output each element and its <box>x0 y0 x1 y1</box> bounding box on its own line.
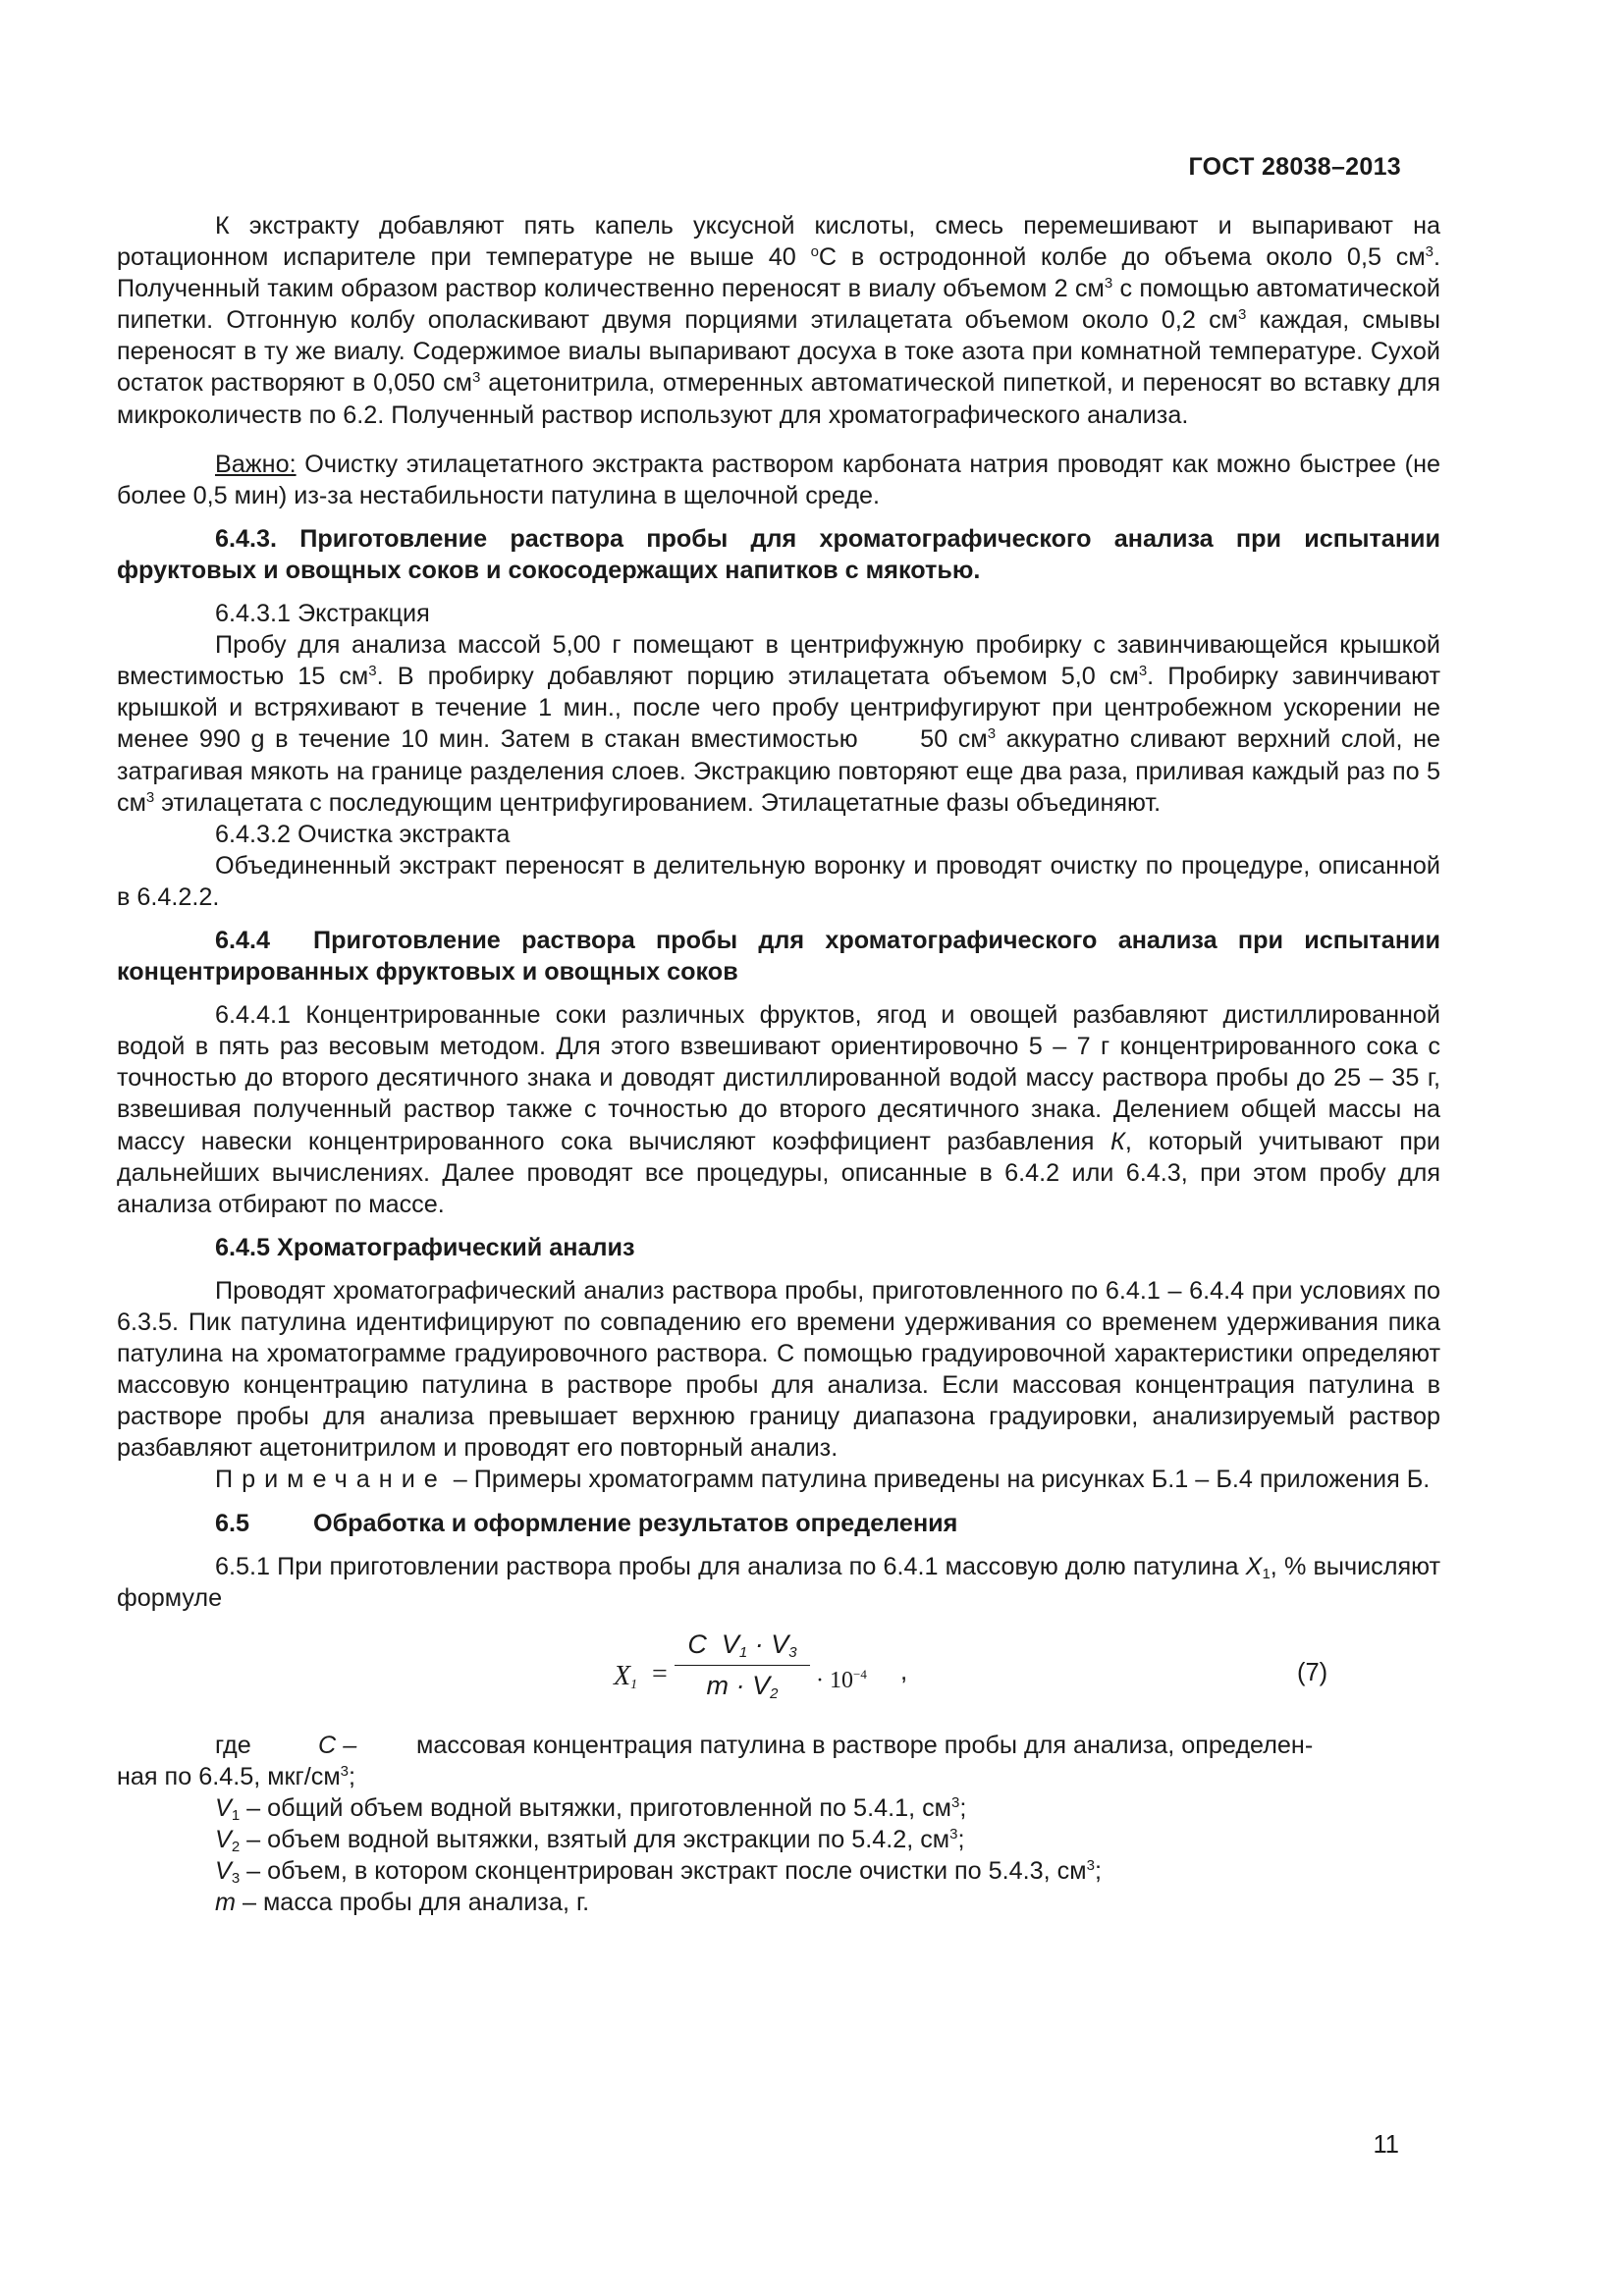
superscript-3: 3 <box>1238 306 1247 324</box>
exponent: −4 <box>853 1666 867 1682</box>
text-run: ацетонитрила, отмеренных автоматической пипеткой, и переносят во вставку для микроколичеств по 6.2. Полученный раствор используют для хроматографического анализа. <box>117 369 1440 429</box>
superscript-3: 3 <box>472 369 481 387</box>
superscript-3: 3 <box>145 788 155 806</box>
spacer <box>117 586 1440 598</box>
degree-mark: о <box>810 243 819 261</box>
subscript: 2 <box>231 1839 241 1856</box>
text-run: с помощью автоматической пипетки. Отгонную колбу ополаскивают двумя порциями этилацетата объемом около 0,2 см <box>117 275 1440 335</box>
heading-6-4-5: 6.4.5 Хроматографический анализ <box>215 1233 635 1261</box>
symbol-x: X <box>614 1660 631 1691</box>
text-run: , который учитывают при дальнейших вычислениях. Далее проводят все процедуры, описанные в 6.4.2 или 6.4.3, при этом пробу для анализа отбирают по массе. <box>117 1127 1440 1218</box>
symbol-c-definition: C – <box>318 1731 357 1759</box>
text-run: ; <box>349 1762 355 1790</box>
spacer <box>117 913 1440 925</box>
important-label: Важно: <box>215 450 297 478</box>
fraction-numerator <box>675 1626 810 1663</box>
text-run: . В пробирку добавляют порцию этилацетата объемом 5,0 см <box>376 663 1139 691</box>
superscript-3: 3 <box>949 1826 958 1843</box>
spacer <box>117 1263 1440 1275</box>
text-run: . Пробирку завинчивают крышкой и встряхивают в течение 1 мин., после чего пробу центрифугируют при центробежном ускорении не менее 990 g в течение 10 мин. Затем в стакан вместимостью 50 см <box>117 663 1447 754</box>
subheading-6-4-3-2: 6.4.3.2 Очистка экстракта <box>215 820 511 848</box>
subheading-6-4-3-1: 6.4.3.1 Экстракция <box>215 600 430 628</box>
superscript-3: 3 <box>1104 275 1113 293</box>
definition-m <box>117 1887 1440 1918</box>
superscript-3: 3 <box>1138 663 1148 680</box>
note-text: – Примеры хроматограмм патулина приведены на рисунках Б.1 – Б.4 приложения Б. <box>446 1466 1431 1494</box>
superscript-3: 3 <box>340 1762 349 1780</box>
paragraph-chromatographic-analysis: Проводят хроматографический анализ раствора пробы, приготовленного по 6.4.1 – 6.4.4 при условиях по 6.3.5. Пик патулина идентифицируют по совпадению его времени удерживания со временем удерживания пика патулина на хроматограмме градуировочного раствора. С помощью градуировочной характеристики определяют массовую концентрацию патулина в растворе пробы для анализа. Если массовая концентрация патулина в растворе пробы для анализа превышает верхнюю границу диапазона градуировки, анализируемый раствор разбавляют ацетонитрилом и проводят его повторный анализ. <box>117 1276 1440 1463</box>
spacer <box>117 511 1440 523</box>
spacer <box>117 988 1440 999</box>
section-title: Приготовление раствора пробы для хроматографического анализа при испытании концентрированных фруктовых и овощных соков <box>117 926 1440 987</box>
text-run: 6.5.1 При приготовлении раствора пробы для анализа по 6.4.1 массовую долю патулина <box>215 1552 1246 1580</box>
formula-7 <box>117 1622 1440 1730</box>
symbol-v1: V <box>215 1793 232 1822</box>
subscript: 1 <box>1262 1565 1271 1582</box>
where-word: где <box>215 1731 251 1759</box>
symbol-v1: V <box>721 1629 739 1659</box>
document-body <box>117 210 1447 1918</box>
definition-c-continuation <box>117 1761 1440 1792</box>
section-number: 6.5 <box>215 1509 250 1537</box>
symbol-m: m <box>706 1670 730 1700</box>
paragraph-evaporation <box>117 210 1440 431</box>
equals-sign: = <box>652 1658 668 1689</box>
subscript: 1 <box>630 1677 638 1692</box>
power-factor <box>816 1665 867 1696</box>
paragraph-important <box>117 449 1440 511</box>
subscript: 1 <box>738 1643 748 1661</box>
paragraph-cleanup: Объединенный экстракт переносят в делительную воронку и проводят очистку по процедуре, описанной в 6.4.2.2. <box>117 851 1440 911</box>
text-run: Пробу для анализа массой 5,00 г помещают в центрифужную пробирку с завинчивающейся крышкой вместимостью 15 см <box>117 631 1440 691</box>
subscript: 3 <box>231 1870 241 1888</box>
text-run: этилацетата с последующим центрифугированием. Этилацетатные фазы объединяют. <box>154 788 1162 817</box>
where-c-row <box>117 1730 1440 1761</box>
text-run: , % вычисляют формуле <box>117 1552 1440 1612</box>
multiply-dot: · <box>735 1670 745 1700</box>
superscript-3: 3 <box>1425 243 1434 261</box>
text-run: . Полученный таким образом раствор количественно переносят в виалу объемом 2 см <box>117 243 1440 303</box>
text-run: 6.4.4.1 Концентрированные соки различных фруктов, ягод и овощей разбавляют дистиллированной водой в пять раз весовым методом. Для этого взвешивают ориентировочно 5 – 7 г концентрированного сока с точностью до второго десятичного знака и доводят дистиллированной водой массу раствора пробы до 25 – 35 г, взвешивая полученный раствор также с точностью до второго десятичного знака. Делением общей массы на массу навески концентрированного сока вычисляют коэффициент разбавления <box>117 1001 1440 1155</box>
subscript: 3 <box>788 1643 797 1661</box>
text-run: – объем, в котором сконцентрирован экстракт после очистки по 5.4.3, см <box>240 1857 1087 1886</box>
spacer <box>117 1539 1440 1551</box>
note-label: Примечание <box>215 1466 447 1494</box>
subscript: 2 <box>770 1684 779 1702</box>
text-run: ; <box>1094 1857 1102 1886</box>
superscript-3: 3 <box>1086 1857 1095 1875</box>
subscript: 1 <box>231 1806 241 1824</box>
symbol-k: К <box>1110 1127 1125 1155</box>
section-title: Обработка и оформление результатов определения <box>313 1509 958 1537</box>
definition-v3 <box>117 1855 1440 1887</box>
text-run: ; <box>959 1793 967 1822</box>
section-number: 6.4.4 <box>215 926 271 954</box>
symbol-c: C <box>687 1629 707 1659</box>
text-run: С в остродонной колбе до объема около 0,5 см <box>818 243 1426 272</box>
fraction-denominator <box>675 1668 810 1703</box>
document-code-header: ГОСТ 28038–2013 <box>1188 153 1401 181</box>
note-paragraph <box>117 1464 1440 1495</box>
page-number: 11 <box>1373 2131 1399 2159</box>
formula-lhs <box>614 1661 637 1692</box>
text-run: – общий объем водной вытяжки, приготовленной по 5.4.1, см <box>240 1793 951 1822</box>
text-run: – масса пробы для анализа, г. <box>235 1889 590 1917</box>
definition-v1 <box>117 1792 1440 1824</box>
superscript-3: 3 <box>987 725 997 743</box>
superscript-3: 3 <box>368 663 377 680</box>
spacer <box>117 431 1440 449</box>
paragraph-6-5-1 <box>117 1551 1440 1614</box>
important-text: Очистку этилацетатного экстракта раствором карбоната натрия проводят как можно быстрее (не более 0,5 мин) из-за нестабильности патулина в щелочной среде. <box>117 450 1440 509</box>
text-run: ная по 6.4.5, мкг/см <box>117 1762 341 1790</box>
heading-6-4-4 <box>117 925 1440 988</box>
text-run: – объем водной вытяжки, взятый для экстракции по 5.4.2, см <box>240 1826 950 1854</box>
symbol-v2: V <box>752 1670 771 1700</box>
text-run: аккуратно сливают верхний слой, не затрагивая мякоть на границе разделения слоев. Экстракцию повторяют еще два раза, приливая каждый раз по 5 см <box>117 725 1441 817</box>
definition-c-text: массовая концентрация патулина в растворе пробы для анализа, определен- <box>416 1731 1314 1759</box>
spacer <box>117 1220 1440 1232</box>
spacer <box>117 1496 1440 1508</box>
fraction-bar <box>675 1665 810 1666</box>
text-run: К экстракту добавляют пять капель уксусной кислоты, смесь перемешивают и выпаривают на ротационном испарителе при температуре не выше 40 <box>117 212 1440 272</box>
heading-6-4-3: 6.4.3. Приготовление раствора пробы для хроматографического анализа при испытании фруктовых и овощных соков и сокосодержащих напитков с мякотью. <box>117 524 1440 584</box>
ten-base: · 10 <box>816 1667 853 1693</box>
paragraph-concentrated-juices <box>117 999 1440 1220</box>
multiply-dot: · <box>754 1629 764 1659</box>
symbol-m: m <box>215 1889 236 1917</box>
superscript-3: 3 <box>950 1793 960 1811</box>
symbol-v2: V <box>215 1826 232 1854</box>
symbol-v3: V <box>771 1629 789 1659</box>
paragraph-extraction <box>117 629 1447 819</box>
formula-comma: , <box>900 1655 908 1685</box>
formula-fraction <box>675 1626 810 1703</box>
symbol-x: X <box>1245 1552 1263 1580</box>
formula-number: (7) <box>1297 1658 1328 1686</box>
symbol-v3: V <box>215 1857 232 1886</box>
definition-v2 <box>117 1824 1440 1855</box>
text-run: каждая, смывы переносят в ту же виалу. Содержимое виалы выпаривают досуха в токе азота при комнатной температуре. Сухой остаток растворяют в 0,050 см <box>117 306 1440 398</box>
text-run: ; <box>957 1826 965 1854</box>
heading-6-5 <box>117 1508 1440 1539</box>
